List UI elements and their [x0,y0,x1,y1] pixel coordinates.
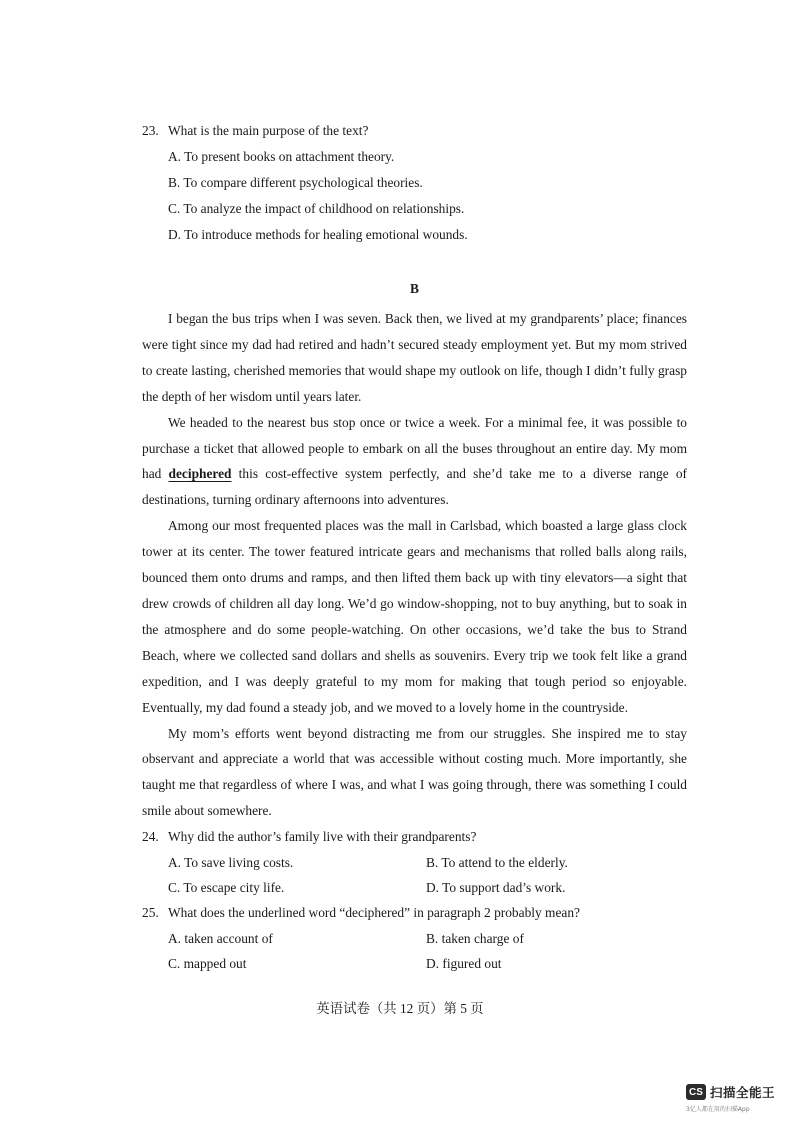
option-c: C. To escape city life. [168,880,285,896]
page-footer: 英语试卷（共 12 页）第 5 页 [316,1001,484,1016]
watermark-app-name: 扫描全能王 [710,1085,776,1100]
question-23 [142,118,687,248]
paragraph-2-text-before: We headed to the nearest bus stop once or twice a week. For a minimal fee, it was possible to purchase a ticket that allowed people to embark on all the buses throughout an entire day. My mom had [142,414,687,482]
paragraph-3: Among our most frequented places was the mall in Carlsbad, which boasted a large glass clock tower at its center. The tower featured intricate gears and mechanisms that rolled balls along rails, bounced them onto drums and ramps, and then lifted them back up with tiny elevators—a sight that drew crowds of children all day long. We’d go window-shopping, not to buy anything, but to soak in the atmosphere and do some people-watching. On other occasions, we’d take the bus to Strand Beach, where we collected sand dollars and shells as souvenirs. Every trip we took felt like a grand expedition, and I was deeply grateful to my mom for making that tough period so enjoyable. Eventually, my dad found a steady job, and we moved to a lovely home in the countryside. [142,518,687,715]
section-title: B [410,281,419,296]
option-d: D. figured out [426,956,502,972]
scanner-watermark [686,1083,790,1113]
question-stem [142,824,687,850]
exam-content [142,118,687,976]
paragraph-4: My mom’s efforts went beyond distracting me from our struggles. She inspired me to stay observant and appreciate a world that was accessible without costing much. More importantly, she taught me that regardless of where I was, and what I was going through, there was something I could smile about somewhere. [142,725,687,819]
option-a: A. taken account of [168,931,273,947]
option-a: A. To present books on attachment theory. [168,149,395,164]
option-row [168,850,687,875]
option-c: C. To analyze the impact of childhood on relationships. [168,201,465,216]
question-24 [142,824,687,900]
question-text: What does the underlined word “deciphered” in paragraph 2 probably mean? [168,905,580,921]
paragraph-2 [142,410,687,514]
option-b: B. To compare different psychological theories. [168,175,423,190]
option-b: B. taken charge of [426,931,524,947]
reading-passage [142,306,687,824]
underlined-word: deciphered [168,466,232,482]
option-b: B. To attend to the elderly. [426,855,568,871]
option-row [168,875,687,900]
question-number: 24. [142,829,159,845]
option-d: D. To support dad’s work. [426,880,566,896]
question-text: Why did the author’s family live with their grandparents? [168,829,477,845]
option-d: D. To introduce methods for healing emotional wounds. [168,227,468,242]
question-stem [142,118,687,144]
watermark-tagline: 3亿人都在用的扫描App [686,1106,750,1113]
question-25 [142,900,687,976]
paragraph-2-text-after: this cost-effective system perfectly, and she’d take me to a diverse range of destinations, turning ordinary afternoons into adventures. [142,466,687,508]
option-a: A. To save living costs. [168,855,294,871]
question-text: What is the main purpose of the text? [168,123,369,138]
question-stem [142,900,687,926]
paragraph-1: I began the bus trips when I was seven. Back then, we lived at my grandparents’ place; finances were tight since my dad had retired and hadn’t secured steady employment yet. But my mom strived to create lasting, cherished memories that would shape my outlook on life, though I didn’t fully grasp the depth of her wisdom until years later. [142,311,687,404]
option-row [168,951,687,976]
question-number: 25. [142,905,159,921]
watermark-header [686,1083,790,1101]
option-c: C. mapped out [168,956,247,972]
camscanner-logo-icon: CS [686,1084,706,1100]
option-row [168,926,687,951]
question-number: 23. [142,123,159,138]
